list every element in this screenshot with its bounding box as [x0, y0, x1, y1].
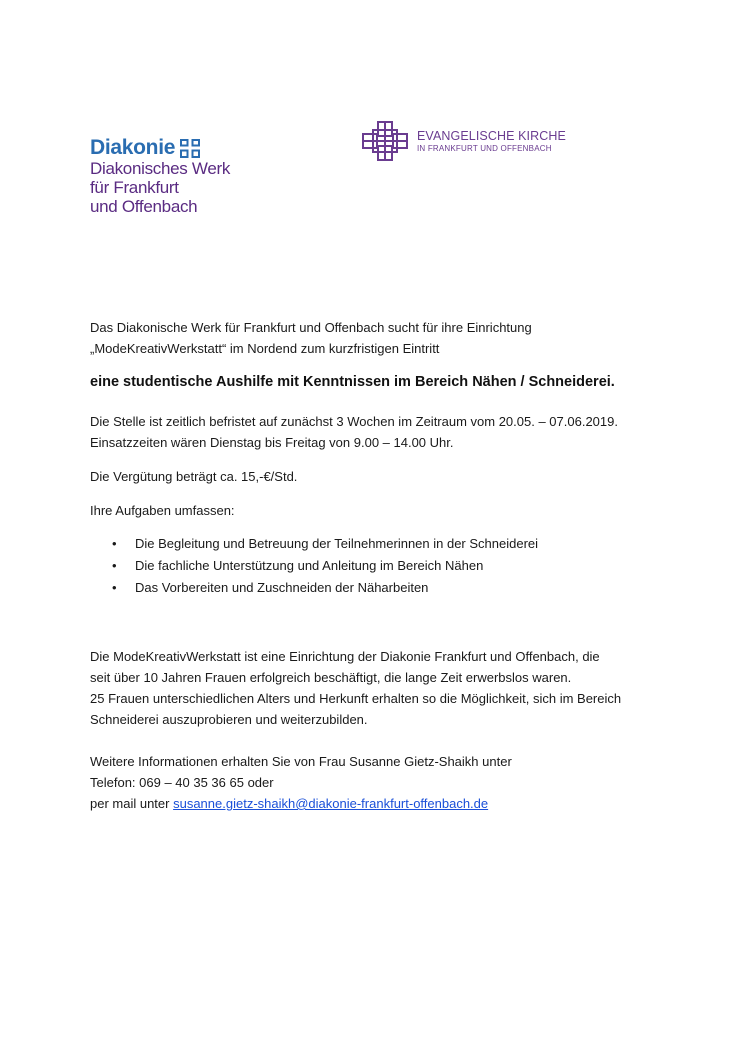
- contact-paragraph: [90, 751, 690, 814]
- tasks-intro: Ihre Aufgaben umfassen:: [90, 503, 235, 518]
- period-line-1: Die Stelle ist zeitlich befristet auf zunächst 3 Wochen im Zeitraum vom 20.05. – 07.06.2019.: [90, 414, 618, 429]
- intro-line-2: „ModeKreativWerkstatt“ im Nordend zum kurzfristigen Eintritt: [90, 341, 440, 356]
- contact-phone: Telefon: 069 – 40 35 36 65 oder: [90, 775, 274, 790]
- ekhn-subtitle: IN FRANKFURT UND OFFENBACH: [417, 143, 552, 153]
- mail-prefix: per mail unter: [90, 796, 174, 811]
- diakonie-subtitle-line-2: für Frankfurt: [90, 178, 179, 197]
- pay-text: Die Vergütung beträgt ca. 15,-€/Std.: [90, 469, 298, 484]
- about-line-1: Die ModeKreativWerkstatt ist eine Einrichtung der Diakonie Frankfurt und Offenbach, die: [90, 649, 600, 664]
- ekhn-cross-icon: [361, 121, 409, 161]
- about-paragraph: [90, 646, 690, 730]
- contact-mail-line: [90, 793, 690, 814]
- diakonie-cross-icon: [180, 139, 200, 158]
- diakonie-subtitle-line-1: Diakonisches Werk: [90, 159, 231, 178]
- about-line-2: seit über 10 Jahren Frauen erfolgreich beschäftigt, die lange Zeit erwerbslos waren.: [90, 670, 572, 685]
- ekhn-title: EVANGELISCHE KIRCHE: [417, 128, 566, 143]
- diakonie-logo: [90, 137, 230, 216]
- diakonie-brand-text: Diakonie: [90, 136, 176, 159]
- list-item: • Die fachliche Unterstützung und Anleitung im Bereich Nähen: [112, 555, 538, 577]
- email-link[interactable]: susanne.gietz-shaikh@diakonie-frankfurt-offenbach.de: [173, 796, 489, 811]
- diakonie-subtitle-line-3: und Offenbach: [90, 197, 198, 216]
- intro-line-1: Das Diakonische Werk für Frankfurt und Offenbach sucht für ihre Einrichtung: [90, 320, 532, 335]
- job-headline: eine studentische Aushilfe mit Kenntnissen im Bereich Nähen / Schneiderei.: [90, 374, 615, 390]
- period-paragraph: [90, 411, 690, 453]
- tasks-list: [112, 533, 538, 599]
- period-line-2: Einsatzzeiten wären Dienstag bis Freitag von 9.00 – 14.00 Uhr.: [90, 435, 454, 450]
- about-line-3: 25 Frauen unterschiedlichen Alters und Herkunft erhalten so die Möglichkeit, sich im Bereich: [90, 691, 622, 706]
- list-item: • Das Vorbereiten und Zuschneiden der Näharbeiten: [112, 577, 538, 599]
- ekhn-logo: [361, 121, 566, 161]
- contact-line-1: Weitere Informationen erhalten Sie von Frau Susanne Gietz-Shaikh unter: [90, 754, 512, 769]
- about-line-4: Schneiderei auszuprobieren und weiterzubilden.: [90, 712, 368, 727]
- list-item: • Die Begleitung und Betreuung der Teilnehmerinnen in der Schneiderei: [112, 533, 538, 555]
- intro-paragraph: [90, 317, 690, 359]
